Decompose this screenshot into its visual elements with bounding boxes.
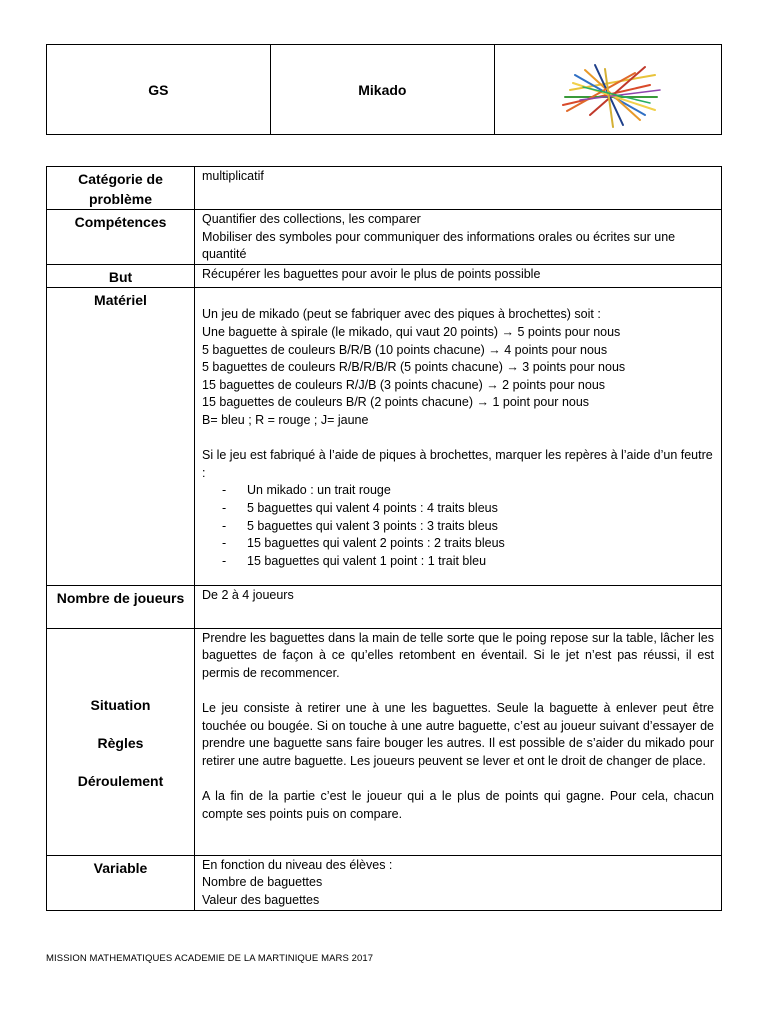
header-table: [46, 44, 722, 135]
main-table: [46, 166, 722, 911]
title-cell: [270, 45, 494, 135]
row-label: Nombre de joueurs: [47, 585, 195, 628]
stick: [583, 87, 650, 103]
row-content: Quantifier des collections, les comparer Mobiliser des symboles pour communiquer des informations orales ou écrites sur une quantité: [195, 210, 722, 265]
game-title: Mikado: [358, 81, 407, 98]
list-item: - Un mikado : un trait rouge: [222, 483, 391, 498]
row-materiel: [47, 287, 722, 585]
row-variable: [47, 855, 722, 910]
row-label: Variable: [47, 855, 195, 910]
marker-list: [202, 482, 714, 570]
row-label: Situation Règles Déroulement: [47, 628, 195, 855]
row-label: Catégorie de problème: [47, 167, 195, 210]
level-label: GS: [148, 81, 169, 98]
level-cell: [47, 45, 271, 135]
page-footer: MISSION MATHEMATIQUES ACADEMIE DE LA MARTINIQUE MARS 2017: [46, 953, 374, 964]
mikado-sticks-image: [495, 45, 721, 134]
row-content: Prendre les baguettes dans la main de telle sorte que le poing repose sur la table, lâcher les baguettes de façon à ce qu’elles retombent en éventail. Si le jet n’est pas réussi, il est permis de recommencer. Le jeu consiste à retirer une à une les baguettes. Seule la baguette à enlever peut être touchée ou bougée. Si on touche à une autre baguette, c’est au joueur suivant d’essayer de prendre une baguette sans faire bouger les autres. Il est possible de s’aider du mikado pour retirer une autre baguette. Les joueurs peuvent se lever et ont le droit de changer de place. A la fin de la partie c’est le joueur qui a le plus de points qui gagne. Pour cela, chacun compte ses points puis on compare.: [195, 628, 722, 855]
row-content: Récupérer les baguettes pour avoir le plus de points possible: [195, 264, 722, 287]
row-but: [47, 264, 722, 287]
image-cell: [494, 45, 721, 135]
list-item: - 15 baguettes qui valent 1 point : 1 trait bleu: [222, 553, 487, 568]
list-item: - 15 baguettes qui valent 2 points : 2 traits bleus: [222, 536, 505, 551]
row-content: multiplicatif: [195, 167, 722, 210]
list-item: - 5 baguettes qui valent 3 points : 3 traits bleus: [222, 518, 498, 533]
row-content: En fonction du niveau des élèves : Nombre de baguettes Valeur des baguettes: [195, 855, 722, 910]
row-joueurs: [47, 585, 722, 628]
row-label: Matériel: [47, 287, 195, 585]
row-content: Un jeu de mikado (peut se fabriquer avec des piques à brochettes) soit : Une baguette à spirale (le mikado, qui vaut 20 points) → 5 points pour nous 5 baguettes de couleurs B/R/B (10 points chacune) → 4 points pour nous 5 baguettes de couleurs R/B/R/B/R (5 points chacune) → 3 points pour nous 15 baguettes de couleurs R/J/B (3 points chacune) → 2 points pour nous 15 baguettes de couleurs B/R (2 points chacune) → 1 point pour nous B= bleu ; R = rouge ; J= jaune Si le jeu est fabriqué à l’aide de piques à brochettes, marquer les repères à l’aide d’un feutre : - Un mikado : un trait rouge - 5 baguettes qui valent 4 points : 4 traits bleus - 5 baguettes qui valent 3 points : 3 traits bleus - 15 baguettes qui valent 2 points : 2 traits bleus - 15 baguettes qui valent 1 point : 1 trait bleu: [195, 287, 722, 585]
row-label: But: [47, 264, 195, 287]
row-label: Compétences: [47, 210, 195, 265]
row-content: De 2 à 4 joueurs: [195, 585, 722, 628]
row-competences: [47, 210, 722, 265]
row-situation: [47, 628, 722, 855]
row-categorie: [47, 167, 722, 210]
list-item: - 5 baguettes qui valent 4 points : 4 traits bleus: [222, 500, 498, 515]
